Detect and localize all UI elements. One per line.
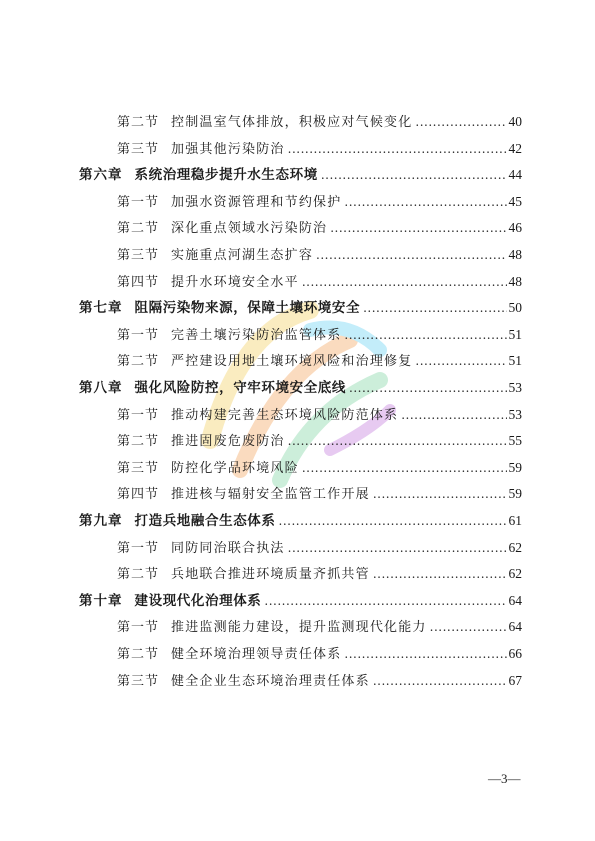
toc-leader-dots xyxy=(279,508,507,534)
toc-chapter-row[interactable] xyxy=(79,588,522,614)
toc-entry-title: 打造兵地融合生态体系 xyxy=(134,513,276,529)
toc-leader-dots xyxy=(349,375,507,401)
toc-entry-page: 67 xyxy=(508,672,522,688)
toc-section-row[interactable] xyxy=(117,348,522,374)
toc-entry-number: 第三节 xyxy=(117,673,160,689)
toc-entry-number: 第二节 xyxy=(117,221,160,237)
toc-entry-number: 第四节 xyxy=(117,274,160,290)
toc-leader-dots xyxy=(415,109,506,135)
toc-entry-page: 42 xyxy=(508,140,522,156)
toc-leader-dots xyxy=(430,614,507,640)
toc-entry-page: 40 xyxy=(508,114,522,129)
toc-leader-dots xyxy=(373,668,507,694)
toc-leader-dots xyxy=(401,402,506,428)
toc-chapter-row[interactable] xyxy=(79,162,522,188)
toc-entry-number: 第二节 xyxy=(117,354,160,370)
toc-entry-number: 第二节 xyxy=(117,434,160,450)
toc-leader-dots xyxy=(373,481,507,507)
toc-section-row[interactable] xyxy=(117,269,522,295)
toc-section-row[interactable] xyxy=(117,402,522,428)
toc-entry-number: 第二节 xyxy=(117,567,160,583)
toc-entry-number: 第一节 xyxy=(117,194,160,210)
toc-entry-title: 加强水资源管理和节约保护 xyxy=(171,194,342,210)
toc-entry-page: 44 xyxy=(508,167,522,183)
toc-entry-number: 第六章 xyxy=(79,167,123,184)
toc-entry-title: 兵地联合推进环境质量齐抓共管 xyxy=(171,567,370,583)
page-number: —3— xyxy=(488,771,521,786)
toc-entry-title: 系统治理稳步提升水生态环境 xyxy=(134,167,318,184)
toc-entry-page: 51 xyxy=(508,353,522,369)
toc-entry-page: 61 xyxy=(508,513,522,528)
toc-entry-title: 深化重点领域水污染防治 xyxy=(171,221,328,237)
toc-leader-dots xyxy=(302,269,507,295)
toc-leader-dots xyxy=(344,641,506,667)
toc-entry-number: 第一节 xyxy=(117,540,160,556)
toc-chapter-row[interactable] xyxy=(79,508,522,534)
toc-entry-title: 防控化学品环境风险 xyxy=(171,460,299,476)
toc-section-row[interactable] xyxy=(117,136,522,162)
toc-entry-number: 第九章 xyxy=(79,513,123,529)
toc-entry-page: 53 xyxy=(508,380,522,395)
toc-entry-title: 强化风险防控，守牢环境安全底线 xyxy=(134,380,346,396)
toc-entry-number: 第三节 xyxy=(117,460,160,476)
toc-entry-page: 51 xyxy=(508,326,522,342)
toc-leader-dots xyxy=(264,588,506,614)
toc-leader-dots xyxy=(344,189,506,215)
toc-entry-number: 第二节 xyxy=(117,115,160,130)
toc-entry-page: 55 xyxy=(508,433,522,449)
toc-leader-dots xyxy=(321,162,507,188)
toc-entry-number: 第二节 xyxy=(117,647,160,662)
toc-entry-page: 48 xyxy=(508,273,522,289)
toc-entry-title: 完善土壤污染防治监管体系 xyxy=(171,327,342,343)
toc-leader-dots xyxy=(316,242,506,268)
toc-entry-number: 第一节 xyxy=(117,407,160,423)
toc-entry-page: 48 xyxy=(508,247,522,262)
toc-section-row[interactable] xyxy=(117,109,522,135)
toc-entry-title: 实施重点河湖生态扩容 xyxy=(171,248,314,263)
toc-section-row[interactable] xyxy=(117,668,522,694)
toc-entry-page: 46 xyxy=(508,220,522,236)
toc-leader-dots xyxy=(373,561,507,587)
toc-entry-title: 健全企业生态环境治理责任体系 xyxy=(171,673,370,689)
toc-entry-title: 严控建设用地土壤环境风险和治理修复 xyxy=(171,354,413,370)
toc-entry-title: 推进核与辐射安全监管工作开展 xyxy=(171,487,370,503)
toc-entry-number: 第一节 xyxy=(117,620,160,636)
toc-section-row[interactable] xyxy=(117,535,522,561)
toc-leader-dots xyxy=(288,136,507,162)
toc-entry-title: 推动构建完善生态环境风险防范体系 xyxy=(171,407,399,423)
toc-entry-title: 控制温室气体排放，积极应对气候变化 xyxy=(171,115,413,130)
toc-entry-title: 建设现代化治理体系 xyxy=(134,592,262,609)
toc-leader-dots xyxy=(415,348,506,374)
toc-section-row[interactable] xyxy=(117,242,522,268)
toc-section-row[interactable] xyxy=(117,215,522,241)
toc-entry-page: 64 xyxy=(508,592,522,608)
toc-chapter-row[interactable] xyxy=(79,295,522,321)
toc-chapter-row[interactable] xyxy=(79,375,522,401)
toc-section-row[interactable] xyxy=(117,322,522,348)
toc-entry-number: 第三节 xyxy=(117,248,160,263)
toc-section-row[interactable] xyxy=(117,641,522,667)
toc-entry-title: 健全环境治理领导责任体系 xyxy=(171,647,342,662)
toc-entry-title: 提升水环境安全水平 xyxy=(171,274,299,290)
toc-leader-dots xyxy=(344,322,506,348)
toc-section-row[interactable] xyxy=(117,189,522,215)
toc-entry-page: 62 xyxy=(508,539,522,555)
toc-entry-title: 推进监测能力建设，提升监测现代化能力 xyxy=(171,620,427,636)
toc-entry-title: 推进固废危废防治 xyxy=(171,434,285,450)
toc-leader-dots xyxy=(288,428,507,454)
toc-entry-title: 阻隔污染物来源，保障土壤环境安全 xyxy=(134,300,361,317)
toc-section-row[interactable] xyxy=(117,481,522,507)
toc-entry-page: 50 xyxy=(508,300,522,316)
toc-entry-number: 第七章 xyxy=(79,300,123,317)
toc-entry-title: 加强其他污染防治 xyxy=(171,141,285,157)
toc-entry-page: 59 xyxy=(508,486,522,502)
toc-leader-dots xyxy=(330,215,506,241)
toc-entry-page: 64 xyxy=(508,619,522,635)
toc-section-row[interactable] xyxy=(117,561,522,587)
toc-entry-number: 第八章 xyxy=(79,380,123,396)
toc-entry-page: 53 xyxy=(508,406,522,422)
toc-entry-number: 第三节 xyxy=(117,141,160,157)
toc-entry-number: 第四节 xyxy=(117,487,160,503)
toc-entry-number: 第一节 xyxy=(117,327,160,343)
toc-entry-page: 62 xyxy=(508,566,522,582)
toc-section-row[interactable] xyxy=(117,428,522,454)
toc-leader-dots xyxy=(363,295,506,321)
toc-entry-title: 同防同治联合执法 xyxy=(171,540,285,556)
toc-section-row[interactable] xyxy=(117,455,522,481)
toc-entry-page: 59 xyxy=(508,459,522,475)
toc-leader-dots xyxy=(288,535,507,561)
toc-entry-page: 45 xyxy=(508,193,522,209)
toc-section-row[interactable] xyxy=(117,614,522,640)
toc-leader-dots xyxy=(302,455,507,481)
toc-entry-number: 第十章 xyxy=(79,592,123,609)
toc-entry-page: 66 xyxy=(508,646,522,661)
